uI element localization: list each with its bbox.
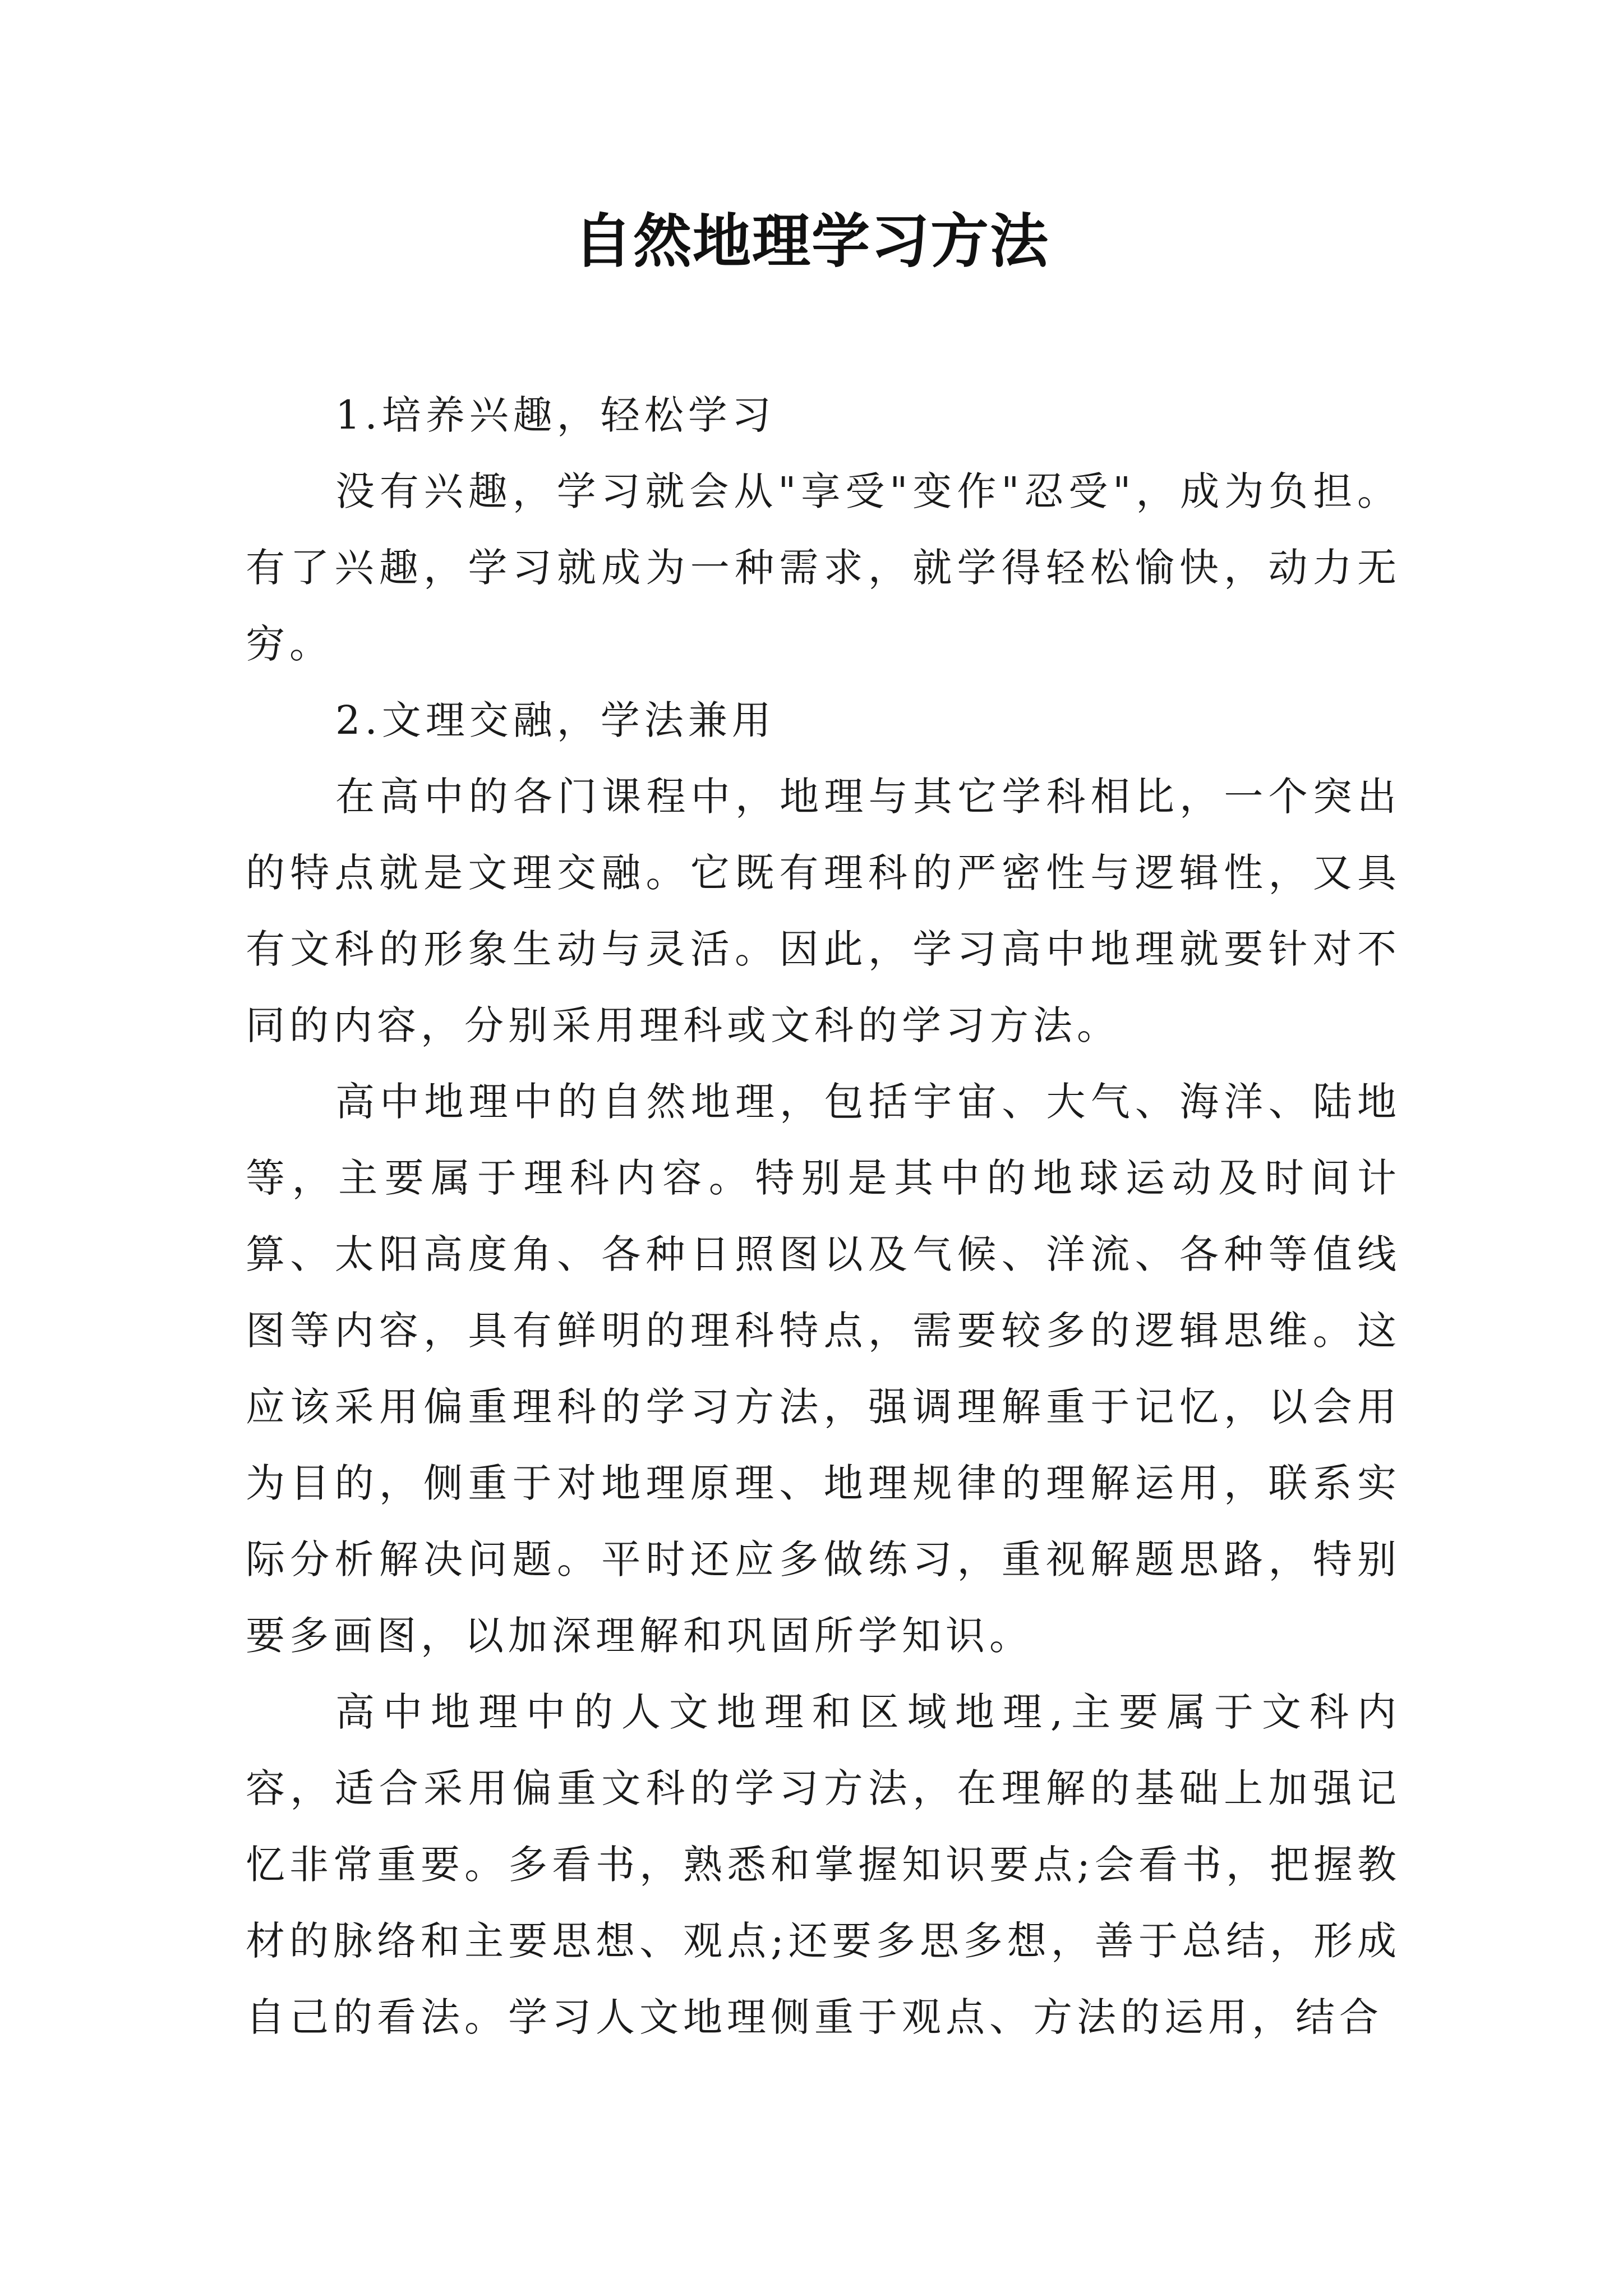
paragraph-physical-geography: 高中地理中的自然地理，包括宇宙、大气、海洋、陆地等，主要属于理科内容。特别是其中的地球运动及时间计算、太阳高度角、各种日照图以及气候、洋流、各种等值线图等内容，具有鲜明的理科特点，需要较多的逻辑思维。这应该采用偏重理科的学习方法，强调理解重于记忆，以会用为目的，侧重于对地理原理、地理规律的理解运用，联系实际分析解决问题。平时还应多做练习，重视解题思路，特别要多画图，以加深理解和巩固所学知识。 — [246, 1079, 1401, 1659]
section-heading-1: 1.培养兴趣，轻松学习 — [335, 392, 776, 438]
document-title: 自然地理学习方法 — [573, 207, 1049, 275]
paragraph-interest: 没有兴趣，学习就会从"享受"变作"忍受"，成为负担。有了兴趣，学习就成为一种需求，就学得轻松愉快，动力无穷。 — [246, 468, 1401, 667]
paragraph-integration: 在高中的各门课程中，地理与其它学科相比，一个突出的特点就是文理交融。它既有理科的严密性与逻辑性，又具有文科的形象生动与灵活。因此，学习高中地理就要针对不同的内容，分别采用理科或文科的学习方法。 — [246, 774, 1401, 1048]
document-body — [246, 377, 1401, 2055]
section-heading-2: 2.文理交融，学法兼用 — [335, 697, 776, 743]
paragraph-human-geography: 高中地理中的人文地理和区域地理,主要属于文科内容，适合采用偏重文科的学习方法，在理解的基础上加强记忆非常重要。多看书，熟悉和掌握知识要点;会看书，把握教材的脉络和主要思想、观点;还要多思多想，善于总结，形成自己的看法。学习人文地理侧重于观点、方法的运用，结合 — [246, 1689, 1401, 2040]
